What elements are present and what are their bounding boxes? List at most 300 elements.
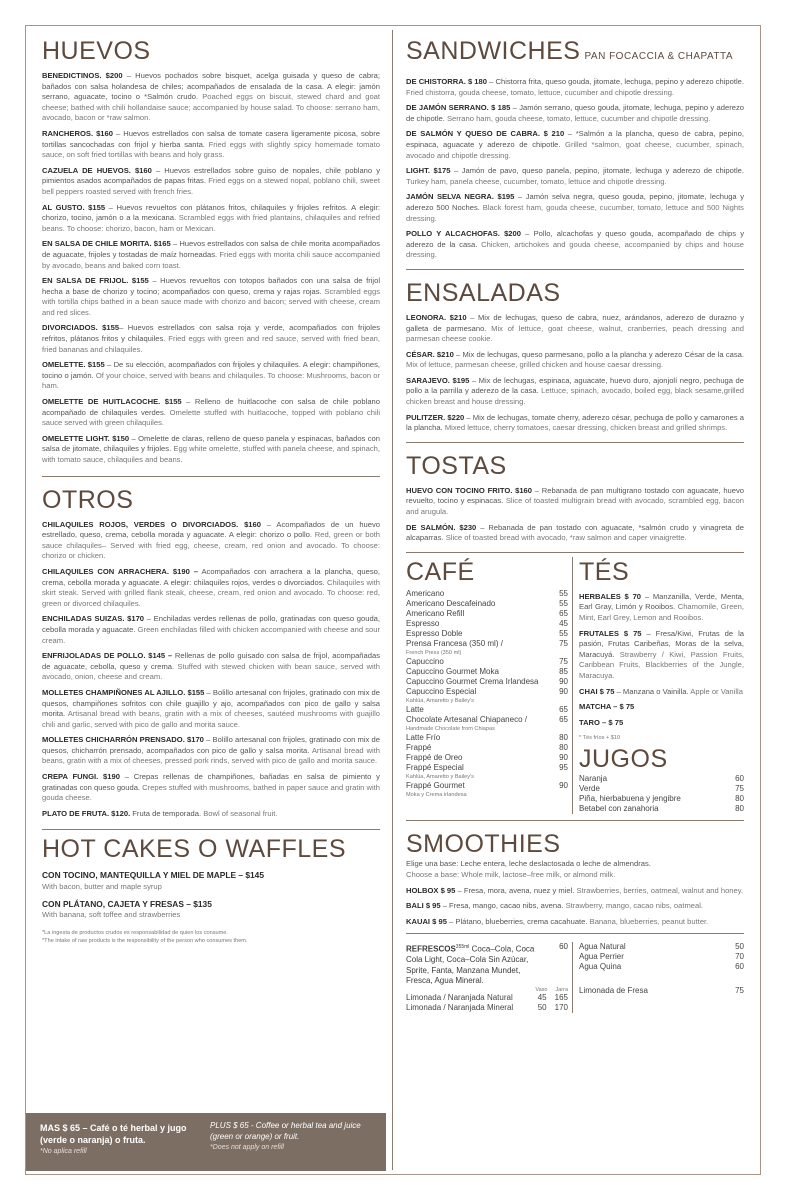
price-row bbox=[406, 743, 568, 753]
item-desc-en: Stuffed with stewed chicken with bean sauce, served with avocado, onion, cheese and cream. bbox=[42, 661, 380, 682]
divider bbox=[406, 269, 744, 270]
menu-item bbox=[42, 688, 380, 730]
item-desc-es: – Enchiladas verdes rellenas de pollo, gratinadas con queso gouda, cebolla morada y aguacate. bbox=[42, 614, 380, 634]
item-desc-en: Scrambled eggs with fried plantains, chilaquiles and refried beans. To choose: chorizo, bacon, ham or Mexican. bbox=[42, 213, 380, 233]
item-desc-es: – *Salmón a la plancha, queso de cabra, pepino, espinaca, aguacate y aderezo de chipotle. bbox=[406, 129, 744, 149]
menu-item bbox=[579, 687, 744, 698]
tostas-list bbox=[406, 486, 744, 544]
item-desc-es: – Acompañados de un huevo estrellado, queso, crema, cebolla morada y aguacate. A elegir: chorizo o pollo. bbox=[42, 519, 381, 540]
item-name: DE CHISTORRA. $ 180 bbox=[406, 77, 487, 86]
section-title-cafe: CAFÉ bbox=[406, 557, 475, 586]
price-row bbox=[406, 629, 568, 639]
item-name: PULITZER. $220 bbox=[406, 412, 465, 422]
item-desc-es: – Pollo, alcachofas y queso gouda, acompañado de chips y aderezo de la casa. bbox=[406, 229, 745, 249]
disclaimer-es: *La ingesta de productos crudos es responsabilidad de quien los consume. bbox=[42, 929, 228, 936]
disclaimer-en: *The intake of raw products is the responsibility of the person who consumes them. bbox=[42, 937, 248, 944]
item-name: RANCHEROS. $160 bbox=[42, 128, 113, 138]
menu-item bbox=[42, 434, 380, 466]
item-name: Agua Quina bbox=[579, 962, 622, 972]
item-desc-en: Fried eggs with slightly spicy homemade tomato sauce, on soft fried tortillas with beans and holy grass. bbox=[42, 139, 380, 160]
menu-item bbox=[42, 360, 380, 392]
refrescos-grid bbox=[406, 942, 744, 1013]
item-price: 75 bbox=[559, 656, 568, 666]
item-price: 95 bbox=[559, 762, 568, 772]
item-name: TARO – $ 75 bbox=[579, 717, 624, 727]
item-desc-en: Scrambled eggs with tortilla chips bathed in a bean sauce made with chorizo and bacon; served with cheese, cream and red slices. bbox=[42, 286, 380, 317]
tes-block bbox=[579, 557, 744, 815]
item-desc-es: – Omelette de claras, relleno de queso panela y espinacas, bañados con salsa de jitomate, chilaquiles y frijoles. bbox=[42, 433, 380, 454]
item-desc-es: – De su elección, acompañados con frijoles y chilaquiles. A elegir: champiñones, tocino o jamón. bbox=[42, 360, 380, 380]
item-note: Handmade Chocolate from Chiapas bbox=[406, 725, 495, 732]
item-price: 50 bbox=[735, 942, 744, 952]
item-name: Prensa Francesa (350 ml) / bbox=[406, 638, 503, 648]
tes-note: * Tés fríos + $10 bbox=[579, 735, 621, 742]
item-desc-en: Artisanal bread with beans, gratin with a mix of cheeses, sautéed mushrooms with guajillo chili and garlic, served with pico de gallo and morita sauce. bbox=[42, 709, 380, 729]
item-desc-es: – Huevos estrellados con salsa de tomate casera ligeramente picosa, sobre tortillas sancochadas con frijol y hierba santa. bbox=[42, 128, 380, 149]
menu-item bbox=[406, 523, 744, 544]
price-row bbox=[406, 589, 568, 599]
item-desc-es: – Mix de lechugas, queso de cabra, nuez, arándanos, aderezo de durazno y galleta de parmesano. bbox=[406, 312, 744, 333]
refrescos-name: REFRESCOS bbox=[406, 944, 456, 954]
otros-list bbox=[42, 520, 380, 820]
price-row bbox=[406, 599, 568, 609]
divider bbox=[572, 942, 573, 1013]
huevos-list bbox=[42, 71, 380, 466]
item-price: 90 bbox=[559, 780, 568, 790]
divider bbox=[42, 829, 380, 830]
item-name: CON TOCINO, MANTEQUILLA Y MIEL DE MAPLE – $145 bbox=[42, 870, 264, 881]
item-desc-en: Fried chistorra, gouda cheese, tomato, lettuce, cucumber and chipotle dressing. bbox=[406, 87, 675, 97]
refrescos-block bbox=[406, 942, 572, 1013]
item-price: 65 bbox=[559, 608, 568, 618]
item-name: FRUTALES $ 75 bbox=[579, 628, 642, 638]
price-row bbox=[579, 784, 744, 794]
item-name: Frappé bbox=[406, 742, 432, 752]
item-note: French Press (350 ml) bbox=[406, 649, 462, 656]
menu-item bbox=[406, 103, 744, 124]
item-prices bbox=[538, 1003, 568, 1013]
menu-item bbox=[579, 592, 744, 624]
item-desc-es: – Fresa/Kiwi, Frutas de la pasión, Frutas Caribeñas, Moras de la selva, Maracuyá. bbox=[579, 628, 744, 659]
item-desc-es: – Manzana o Vainilla. bbox=[614, 686, 689, 696]
item-price: 75 bbox=[735, 784, 744, 794]
ensaladas-list bbox=[406, 313, 744, 434]
item-name: Frappé de Oreo bbox=[406, 752, 463, 762]
item-desc-es: – Jamón selva negra, queso gouda, pepino, jitomate, lechuga y aderezo 500 Noches. bbox=[406, 192, 744, 212]
item-price: 90 bbox=[559, 686, 568, 696]
item-name: LEONORA. $210 bbox=[406, 312, 467, 322]
item-desc-en: Fried eggs with green and red sauce, served with fried bean, fried bananas and chilaquiles. bbox=[42, 334, 380, 354]
item-desc-es: Fruta de temporada. bbox=[130, 808, 202, 818]
section-title-otros: OTROS bbox=[42, 485, 134, 514]
right-column bbox=[406, 36, 744, 1013]
item-name: HUEVO CON TOCINO FRITO. $160 bbox=[406, 485, 533, 495]
item-name: CAZUELA DE HUEVOS. $160 bbox=[42, 165, 152, 175]
item-name: Americano Descafeinado bbox=[406, 598, 496, 608]
item-name: DE SALMÓN. $230 bbox=[406, 522, 477, 532]
item-name: Latte bbox=[406, 704, 424, 714]
item-desc-es: – Bolillo artesanal con frijoles, gratinado con mix de quesos, champiñones sofritos con chile guajillo y ajo, acompañados con pico de gallo y salsa morita. bbox=[42, 687, 381, 719]
price-row bbox=[406, 619, 568, 629]
item-name: Capuccino Especial bbox=[406, 686, 477, 696]
column-divider bbox=[392, 30, 393, 1170]
item-name: Americano bbox=[406, 588, 445, 598]
item-name: BENEDICTINOS. $200 bbox=[42, 71, 123, 80]
item-desc-es: – Huevos pochados sobre bisquet, acelga guisada y queso de cabra; bañados con salsa holandesa de chiles; acompañados de ensalada de la casa. A elegir: jamón serrano, aguacate, tocino o *Salmón crudo. bbox=[42, 71, 380, 102]
hotcakes-list bbox=[42, 870, 380, 920]
item-name: Americano Refill bbox=[406, 608, 465, 618]
item-desc-en: Strawberries, berries, oatmeal, walnut and honey. bbox=[574, 885, 744, 895]
menu-item bbox=[406, 77, 744, 98]
price-row bbox=[406, 705, 568, 715]
jarra-price: 170 bbox=[554, 1002, 568, 1012]
sandwiches-title: SANDWICHES bbox=[406, 37, 581, 65]
item-desc-es: – Chistorra frita, queso gouda, jitomate, lechuga, pepino y aderezo chipotle. bbox=[486, 77, 744, 86]
item-name: Frappé Especial bbox=[406, 762, 464, 772]
sandwiches-list bbox=[406, 77, 744, 261]
smoothies-intro-en: Choose a base: Whole milk, lactose–free milk, or almond milk. bbox=[406, 869, 616, 879]
smoothies-list bbox=[406, 886, 744, 928]
menu-item bbox=[406, 166, 744, 187]
item-desc-en: With bacon, butter and maple syrup bbox=[42, 882, 162, 892]
item-name: OMELETTE DE HUITLACOCHE. $155 bbox=[42, 397, 182, 407]
item-name: DE JAMÓN SERRANO. $ 185 bbox=[406, 103, 511, 113]
item-price: 80 bbox=[559, 732, 568, 742]
refrescos-row bbox=[406, 942, 568, 987]
item-name: CHAI $ 75 bbox=[579, 686, 615, 696]
item-desc-en: Banana, blueberries, peanut butter. bbox=[587, 916, 709, 926]
item-prices bbox=[538, 993, 568, 1003]
menu-item bbox=[579, 702, 744, 713]
menu-item bbox=[42, 614, 380, 646]
item-desc-en: Fried eggs with morita chili sauce accompanied by avocado, beans and baked corn toast. bbox=[42, 249, 381, 270]
item-name: CHILAQUILES CON ARRACHERA. $190 – bbox=[42, 566, 198, 576]
menu-item bbox=[42, 129, 380, 161]
item-desc-en: Strawberry / Kiwi, Passion Fruits, Caribbean Fruits, Blackberries of the Jungle, Maracuya. bbox=[579, 649, 744, 680]
price-row bbox=[406, 667, 568, 677]
menu-item bbox=[579, 629, 744, 682]
price-row bbox=[579, 986, 744, 996]
item-price: 90 bbox=[559, 676, 568, 686]
item-price: 70 bbox=[735, 952, 744, 962]
item-price: 55 bbox=[559, 598, 568, 608]
item-note: Kahlúa, Amaretto y Bailey's bbox=[406, 773, 474, 780]
plus-es-note: *No aplica refill bbox=[40, 1148, 87, 1155]
section-title-ensaladas: ENSALADAS bbox=[406, 278, 561, 307]
divider bbox=[572, 557, 573, 815]
item-desc-es: – Crepas rellenas de champiñones, bañadas en salsa de pimiento y gratinadas con queso gouda. bbox=[42, 772, 380, 792]
menu-item bbox=[42, 203, 380, 235]
item-name: Agua Natural bbox=[579, 942, 626, 952]
item-name: OMELETTE LIGHT. $150 bbox=[42, 433, 130, 443]
price-row bbox=[579, 952, 744, 962]
item-price: 60 bbox=[735, 962, 744, 972]
item-desc-en: Strawberry, mango, cacao nibs, oatmeal. bbox=[563, 901, 704, 911]
menu-item bbox=[42, 166, 380, 198]
item-name: CHILAQUILES ROJOS, VERDES O DIVORCIADOS. $160 bbox=[42, 519, 261, 529]
item-name: Capuccino bbox=[406, 656, 444, 666]
price-row bbox=[579, 942, 744, 952]
vaso-price: 50 bbox=[537, 1002, 547, 1012]
item-desc-es: – Mix de lechugas, queso parmesano, pollo a la plancha y aderezo César de la casa. bbox=[453, 349, 744, 359]
menu-item bbox=[42, 809, 380, 820]
item-name: Piña, hierbabuena y jengibre bbox=[579, 794, 681, 804]
item-price: 55 bbox=[559, 628, 568, 638]
item-desc-en: Mixed lettuce, cherry tomatoes, caesar dressing, chicken breast and grilled shrimps. bbox=[442, 423, 728, 433]
plus-en-text: PLUS $ 65 - Coffee or herbal tea and juice (green or orange) or fruit. bbox=[210, 1121, 361, 1141]
menu-item bbox=[42, 899, 380, 921]
item-desc-en: Serrano ham, gouda cheese, tomato, lettuce, cucumber and chipotle dressing. bbox=[444, 113, 711, 123]
item-name: Verde bbox=[579, 784, 600, 794]
refrescos-price: 60 bbox=[559, 942, 568, 952]
smoothies-intro-es: Elige una base: Leche entera, leche deslactosada o leche de almendras. bbox=[406, 859, 651, 869]
item-name: Latte Frío bbox=[406, 732, 441, 742]
item-price: 75 bbox=[735, 986, 744, 996]
item-name: PLATO DE FRUTA. $120. bbox=[42, 808, 131, 818]
item-desc-en: Omelette stuffed with huitlacoche, topped with poblano chili sauce served with green chilaquiles. bbox=[42, 407, 381, 428]
drinks-grid bbox=[406, 557, 744, 815]
price-row bbox=[406, 715, 568, 725]
menu-item bbox=[42, 520, 380, 562]
item-price: 75 bbox=[559, 638, 568, 648]
sandwiches-subtitle: PAN FOCACCIA & CHAPATTA bbox=[584, 51, 734, 62]
item-desc-en: Green enchiladas filled with chicken accompanied with cheese and sour cream. bbox=[42, 624, 381, 645]
section-title-huevos: HUEVOS bbox=[42, 37, 151, 65]
item-desc-es: – Jamón de pavo, queso panela, pepino, jitomate, lechuga y aderezo de chipotle. bbox=[450, 166, 744, 176]
item-price: 85 bbox=[559, 666, 568, 676]
item-name: BALI $ 95 bbox=[406, 901, 441, 911]
cafe-list bbox=[406, 589, 568, 799]
item-desc-en: Chicken, artichokes and gouda cheese, accompanied by chips and house dressing. bbox=[406, 239, 744, 260]
price-row bbox=[579, 804, 744, 814]
item-desc-es: – Mix de lechugas, espinaca, aguacate, huevo duro, ajonjolí negro, pechuga de pollo a la parrilla y aderezo de la casa. bbox=[406, 375, 744, 396]
item-price: 55 bbox=[559, 588, 568, 598]
item-price: 60 bbox=[735, 774, 744, 784]
menu-item bbox=[42, 735, 380, 767]
item-desc-en: Grilled *salmon, goat cheese, cucumber, spinach, avocado and chipotle dressing. bbox=[406, 139, 744, 160]
menu-item bbox=[579, 718, 744, 729]
item-desc-en: Turkey ham, panela cheese, cucumber, tomato, lettuce and chipotle dressing. bbox=[406, 176, 667, 186]
cafe-block bbox=[406, 557, 572, 815]
item-name: EN SALSA DE FRIJOL. $155 bbox=[42, 276, 149, 286]
menu-item bbox=[42, 276, 380, 318]
price-row bbox=[406, 781, 568, 791]
item-name: MOLLETES CHAMPIÑONES AL AJILLO. $155 bbox=[42, 687, 205, 697]
smoothies-intro bbox=[406, 859, 744, 880]
item-name: OMELETTE. $155 bbox=[42, 360, 105, 370]
refrescos-desc bbox=[406, 942, 542, 987]
item-name: DE SALMÓN Y QUESO DE CABRA. $ 210 bbox=[406, 129, 565, 139]
item-desc-en: Poached eggs on biscuit, stewed chard and goat cheese; bathed with chili hollandaise sauce; accompanied by house salad. To choose: serrano ham, avocado, bacon or *raw salmon. bbox=[42, 92, 380, 123]
item-desc-es: – Manzanilla, Verde, Menta, Earl Gray, Limón y Rooibos. bbox=[579, 591, 744, 612]
item-desc-en: Red, green or both sauce chilaquiles– Served with fried egg, cheese, cream, red onion and avocado. To choose: chorizo or chicken. bbox=[42, 530, 381, 561]
jugos-list bbox=[579, 774, 744, 814]
item-name: CON PLÁTANO, CAJETA Y FRESAS – $135 bbox=[42, 898, 212, 909]
item-desc-en: Apple or Vanilla bbox=[688, 686, 743, 696]
menu-item bbox=[42, 772, 380, 804]
left-column bbox=[42, 36, 380, 945]
item-name: Limonada / Naranjada Natural bbox=[406, 992, 513, 1002]
item-desc-es: – Huevos estrellados sobre guiso de nopales, chile poblano y pimientos asados acompañados de papas fritas. bbox=[42, 165, 380, 186]
item-name: POLLO Y ALCACHOFAS. $200 bbox=[406, 229, 521, 239]
item-desc-en: Artisanal bread with beans, gratin with a mix of cheeses, pressed pork rinds, served with pico de gallo and morita sauce. bbox=[42, 745, 380, 766]
vaso-label: Vaso bbox=[535, 986, 548, 993]
refrescos-size: 355ml bbox=[455, 944, 470, 951]
section-title-smoothies: SMOOTHIES bbox=[406, 830, 561, 859]
item-name: EN SALSA DE CHILE MORITA. $165 bbox=[42, 239, 171, 249]
menu-item bbox=[42, 239, 380, 271]
menu-item bbox=[406, 413, 744, 434]
item-desc-en: Lettuce, spinach, avocado, boiled egg, black sesame,grilled chicken breast and house dressing. bbox=[406, 386, 745, 407]
divider bbox=[406, 933, 744, 934]
menu-item bbox=[406, 229, 744, 261]
item-note: Kahlúa, Amaretto y Bailey's bbox=[406, 697, 474, 704]
item-name: MOLLETES CHICHARRÓN PRENSADO. $170 bbox=[42, 735, 204, 745]
menu-item bbox=[406, 886, 744, 897]
item-name: JAMÓN SELVA NEGRA. $195 bbox=[406, 192, 515, 202]
item-desc-en: Mix of lettuce, goat cheese, walnut, cranberries, peach dressing and parmesan cheese cookie. bbox=[406, 323, 744, 344]
item-price: 45 bbox=[559, 618, 568, 628]
item-desc-es: – Relleno de huitlacoche con salsa de chile poblano acompañado de chilaquiles verdes. bbox=[42, 397, 380, 417]
disclaimer bbox=[42, 929, 380, 945]
item-name: Espresso Doble bbox=[406, 628, 463, 638]
menu-item bbox=[406, 313, 744, 345]
item-desc-es: – Huevos revueltos con plátanos fritos, chilaquiles y frijoles refritos. A elegir: chorizo, tocino, jamón o a la mexicana. bbox=[42, 202, 381, 223]
menu-item bbox=[42, 651, 380, 683]
item-name: Chocolate Artesanal Chiapaneco / bbox=[406, 714, 527, 724]
menu-item bbox=[42, 397, 380, 429]
item-price: 65 bbox=[559, 704, 568, 714]
price-row bbox=[406, 609, 568, 619]
section-title-tostas: TOSTAS bbox=[406, 451, 507, 480]
plus-en bbox=[210, 1120, 382, 1153]
item-name: CÉSAR. $210 bbox=[406, 349, 454, 359]
item-name: Capuccino Gourmet Crema Irlandesa bbox=[406, 676, 539, 686]
item-name: HOLBOX $ 95 bbox=[406, 885, 456, 895]
item-name: DIVORCIADOS. $155 bbox=[42, 323, 120, 333]
item-name: KAUAI $ 95 bbox=[406, 916, 447, 926]
section-title-jugos: JUGOS bbox=[579, 745, 668, 774]
price-row bbox=[406, 733, 568, 743]
plus-es-text: MAS $ 65 – Café o té herbal y jugo (verde o naranja) o fruta. bbox=[40, 1123, 187, 1145]
item-desc-en: Chilaquiles with skirt steak. Served with grilled flank steak, cheese, cream, red onion and avocado. To choose: red, green or divorced chilaquiles. bbox=[42, 577, 380, 608]
item-desc-en: Bowl of seasonal fruit. bbox=[201, 808, 278, 818]
price-row bbox=[579, 962, 744, 972]
plus-es bbox=[40, 1122, 208, 1158]
item-name: Limonada / Naranjada Mineral bbox=[406, 1002, 514, 1012]
menu-item bbox=[406, 486, 744, 518]
item-desc-es: Acompañados con arrachera a la plancha, queso, crema, cebolla morada y aguacate. A elegir: chilaquiles rojos, verdes o divorciados. bbox=[42, 566, 380, 587]
item-name: Frappé Gourmet bbox=[406, 780, 465, 790]
divider bbox=[406, 552, 744, 553]
menu-item bbox=[406, 129, 744, 161]
item-name: ENFRIJOLADAS DE POLLO. $145 – bbox=[42, 651, 173, 661]
item-name: AL GUSTO. $155 bbox=[42, 202, 106, 212]
item-desc-es: – Mix de lechugas, tomate cherry, aderezo césar, pechuga de pollo y camarones a la plancha. bbox=[406, 412, 744, 433]
price-row bbox=[406, 657, 568, 667]
item-name: SARAJEVO. $195 bbox=[406, 375, 470, 385]
item-desc-es: – Rebanada de pan tostado con aguacate, *salmón crudo y vinagreta de alcaparras. bbox=[406, 522, 744, 543]
divider bbox=[406, 820, 744, 821]
menu-item bbox=[406, 376, 744, 408]
item-desc-en: Fried eggs on a stewed nopal, poblano chili, sweet bell peppers roasted served with french fries. bbox=[42, 176, 380, 196]
price-row bbox=[579, 774, 744, 784]
refrescos-items: Coca–Cola, Coca Cola Light, Coca–Cola Sin Azúcar, Sprite, Fanta, Manzana Mundet, Fresca, Agua Mineral. bbox=[406, 944, 535, 986]
jarra-price: 165 bbox=[554, 992, 568, 1002]
section-title-sandwiches bbox=[406, 36, 744, 72]
price-row bbox=[406, 639, 568, 649]
price-row bbox=[406, 677, 568, 687]
item-desc-es: – Bolillo artesanal con frijoles, gratinado con mix de quesos, chicharrón prensado, acompañados con pico de gallo y salsa morita. bbox=[42, 735, 380, 755]
limonadas-list bbox=[406, 993, 568, 1013]
divider bbox=[42, 476, 380, 477]
item-name: CREPA FUNGI. $190 bbox=[42, 772, 120, 782]
item-note: Moka y Crema irlandesa bbox=[406, 791, 467, 798]
price-row bbox=[406, 993, 568, 1003]
item-name: LIGHT. $175 bbox=[406, 166, 451, 176]
item-price: 80 bbox=[735, 794, 744, 804]
item-name: ENCHILADAS SUIZAS. $170 bbox=[42, 614, 145, 624]
item-desc-en: Black forest ham, gouda cheese, cucumber, tomato, lettuce and 500 Nights dressing. bbox=[406, 202, 744, 223]
item-desc-es: – Huevos revueltos con totopos bañados con una salsa de frijol hecha a base de chorizo y tocino; acompañados con queso, crema y rajas rojas. bbox=[42, 276, 381, 296]
item-price: 90 bbox=[559, 752, 568, 762]
item-desc-en: Of your choice, served with beans and chilaquiles. To choose: Mushrooms, bacon or ham. bbox=[42, 370, 380, 391]
divider bbox=[406, 442, 744, 443]
menu-item bbox=[406, 192, 744, 224]
item-desc-en: Egg white omelette, stuffed with panela cheese, and spinach, with tomato sauce, chilaquiles and beans. bbox=[42, 444, 381, 464]
item-desc-es: – Huevos estrellados con salsa de chile morita acompañados de aguacate, frijoles y tostadas de maíz horneadas. bbox=[42, 239, 380, 259]
price-row bbox=[406, 687, 568, 697]
menu-item bbox=[406, 901, 744, 912]
price-row bbox=[406, 1003, 568, 1013]
item-desc-es: – Plátano, blueberries, crema cacahuate. bbox=[446, 916, 588, 926]
item-name: Espresso bbox=[406, 618, 440, 628]
tes-list bbox=[579, 592, 744, 729]
section-title-tes: TÉS bbox=[579, 557, 630, 586]
menu-item bbox=[406, 917, 744, 928]
item-name: Agua Perrier bbox=[579, 952, 624, 962]
item-name: HERBALES $ 70 bbox=[579, 591, 642, 601]
item-desc-es: Rellenas de pollo guisado con salsa de frijol, acompañadas de aguacate, cebolla, queso y crema. bbox=[42, 651, 380, 671]
price-row bbox=[406, 753, 568, 763]
item-desc-en: Slice of toasted bread with avocado, *raw salmon and caper vinaigrette. bbox=[443, 533, 687, 543]
item-desc-es: – Rebanada de pan multigrano tostado con aguacate, huevo revuelto, tocino y espinacas. bbox=[406, 485, 745, 506]
menu-item bbox=[42, 870, 380, 892]
item-desc-es: – Jamón serrano, queso gouda, jitomate, lechuga, pepino y aderezo de chipotle. bbox=[406, 103, 744, 123]
item-desc-es: – Fresa, mora, avena, nuez y miel. bbox=[455, 885, 575, 895]
menu-item bbox=[42, 567, 380, 609]
section-title-hotcakes: HOT CAKES O WAFFLES bbox=[42, 835, 346, 864]
item-price: 65 bbox=[559, 714, 568, 724]
item-desc-en: Slice of toasted multigrain bread with avocado, scrambled egg, bacon and arugula. bbox=[406, 496, 744, 517]
item-price: 80 bbox=[735, 804, 744, 814]
plus-box bbox=[26, 1113, 386, 1171]
item-name: Naranja bbox=[579, 774, 608, 784]
menu-item bbox=[42, 323, 380, 355]
plus-en-note: *Does not apply on refill bbox=[210, 1144, 284, 1151]
item-price: 80 bbox=[559, 742, 568, 752]
price-row bbox=[579, 794, 744, 804]
item-name: MATCHA – $ 75 bbox=[579, 702, 635, 712]
item-desc-es: – Huevos estrellados con salsa roja y verde, acompañados con frijoles refritos, plátanos fritos y chilaquiles. bbox=[42, 323, 380, 344]
item-desc-en: Chamomile, Green, Mint, Earl Grey, Lemon and Rooibos. bbox=[579, 602, 744, 622]
menu-item bbox=[42, 71, 380, 124]
item-name: Capuccino Gourmet Moka bbox=[406, 666, 499, 676]
jarra-label: Jarra bbox=[555, 986, 568, 993]
item-name: Betabel con zanahoria bbox=[579, 804, 659, 814]
vaso-price: 45 bbox=[537, 992, 547, 1002]
item-desc-en: With banana, soft toffee and strawberries bbox=[42, 910, 181, 920]
